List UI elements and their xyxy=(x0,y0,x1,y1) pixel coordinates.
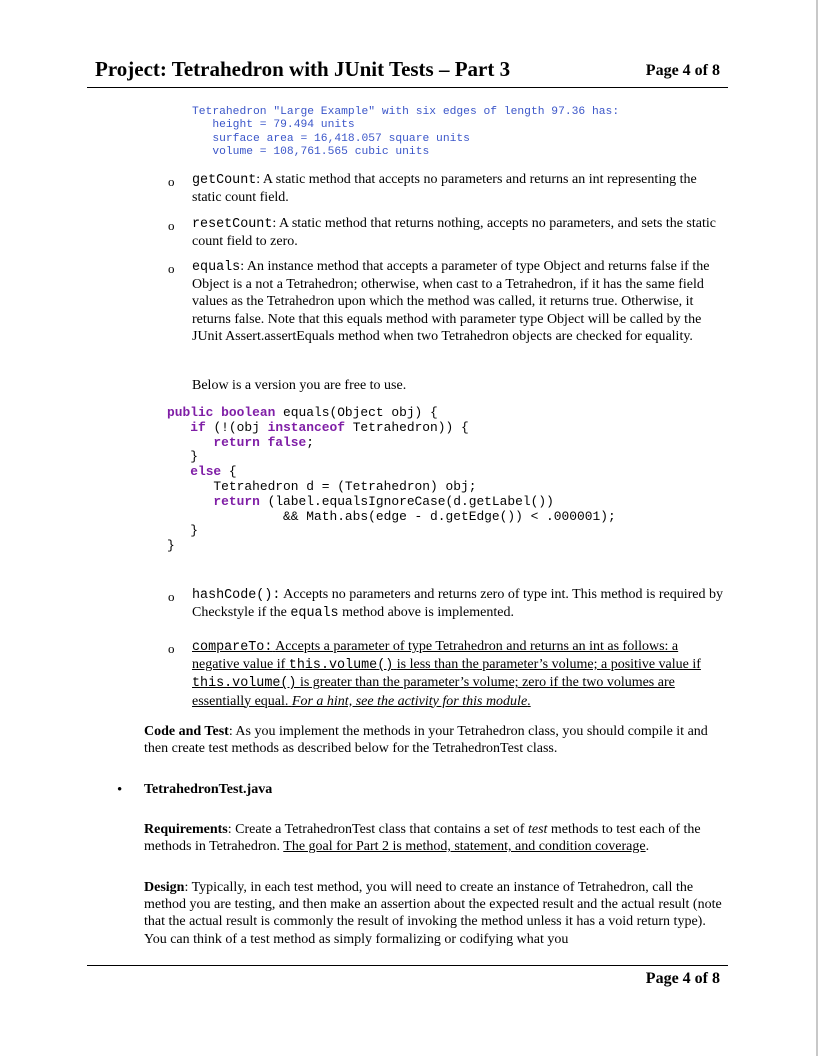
bullet-icon: o xyxy=(168,589,175,604)
footer-page-number: Page 4 of 8 xyxy=(645,970,720,987)
test-file-heading: TetrahedronTest.java xyxy=(144,782,273,797)
output-line: surface area = 16,418.057 square units xyxy=(192,132,470,145)
method-name: compareTo: xyxy=(192,640,273,655)
method-name: hashCode(): xyxy=(192,588,281,603)
equals-item: equals: An instance method that accepts a parameter of type Object and returns false if the Object is a not a Tetrahedron; otherwise, when cast to a Tetrahedron, if it has the same field values as the Tetrahedron upon which the method was called, it returns true. Otherwise, it returns false. Note that this equals method with parameter type Object will be called by the JUnit Assert.assertEquals method when two Tetrahedron objects are checked for equality. xyxy=(192,259,710,344)
equals-code-block: public boolean equals(Object obj) { if (!(obj instanceof Tetrahedron)) { return false; } else { Tetrahedron d = (Tetrahedron) obj; return (label.equalsIgnoreCase(d.getLabel()) && Math.abs(edge - d.getEdge()) < .000001); } } xyxy=(167,405,616,554)
output-line: Tetrahedron "Large Example" with six edges of length 97.36 has: xyxy=(192,106,620,118)
method-name: resetCount xyxy=(192,217,273,232)
resetcount-item: resetCount: A static method that returns nothing, accepts no parameters, and sets the static count field to zero. xyxy=(192,216,716,250)
hashcode-item: hashCode(): Accepts no parameters and returns zero of type int. This method is required by Checkstyle if the equals method above is implemented. xyxy=(192,587,723,622)
method-description: A static method that returns nothing, accepts no parameters, and sets the static count field to zero. xyxy=(192,216,716,250)
method-name: getCount xyxy=(192,173,257,188)
bullet-icon: o xyxy=(168,261,175,276)
method-name: equals xyxy=(192,260,241,275)
compareto-item: compareTo: Accepts a parameter of type Tetrahedron and returns an int as follows: a negative value if this.volume() is less than the parameter’s volume; a positive value if this.volume() is greater than the parameter’s volume; zero if the two volumes are essentially equal. For a hint, see the activity for this module. xyxy=(192,639,701,709)
output-line: height = 79.494 units xyxy=(192,119,355,132)
footer-divider xyxy=(87,965,728,966)
document-title: Project: Tetrahedron with JUnit Tests – Part 3 xyxy=(95,57,511,81)
below-note: Below is a version you are free to use. xyxy=(192,378,407,393)
design: Design: Typically, in each test method, you will need to create an instance of Tetrahedron, call the method you are testing, and then make an assertion about the expected result and the actual result (note that the actual result is commonly the result of invoking the method unless it has a void return type). You can think of a test method as simply formalizing or codifying what you xyxy=(144,880,722,947)
bullet-icon: o xyxy=(168,174,175,189)
hint-link: For a hint, see the activity for this module xyxy=(291,693,528,709)
output-line: volume = 108,761.565 cubic units xyxy=(192,146,430,159)
header-page-number: Page 4 of 8 xyxy=(645,62,720,79)
code-and-test: Code and Test: As you implement the methods in your Tetrahedron class, you should compile it and then create test methods as described below for the TetrahedronTest class. xyxy=(144,724,708,757)
method-description: A static method that accepts no parameters and returns an int representing the static count field. xyxy=(192,172,697,206)
method-description: An instance method that accepts a parameter of type Object and returns false if the Object is a not a Tetrahedron; otherwise, when cast to a Tetrahedron, if it has the same field values as the Tetrahedron upon which the method was called, it returns true. Otherwise, it returns false. Note that this equals method with parameter type Object will be called by the JUnit Assert.assertEquals method when two Tetrahedron objects are checked for equality. xyxy=(192,259,710,344)
example-output xyxy=(192,106,619,160)
page-header xyxy=(87,57,728,88)
bullet-icon: o xyxy=(168,218,175,233)
bullet-dot-icon: • xyxy=(117,782,123,798)
requirements: Requirements: Create a TetrahedronTest class that contains a set of test methods to test each of the methods in Tetrahedron. The goal for Part 2 is method, statement, and condition coverage. xyxy=(144,822,701,855)
getcount-item: getCount: A static method that accepts no parameters and returns an int representing the static count field. xyxy=(192,172,697,206)
bullet-icon: o xyxy=(168,641,175,656)
